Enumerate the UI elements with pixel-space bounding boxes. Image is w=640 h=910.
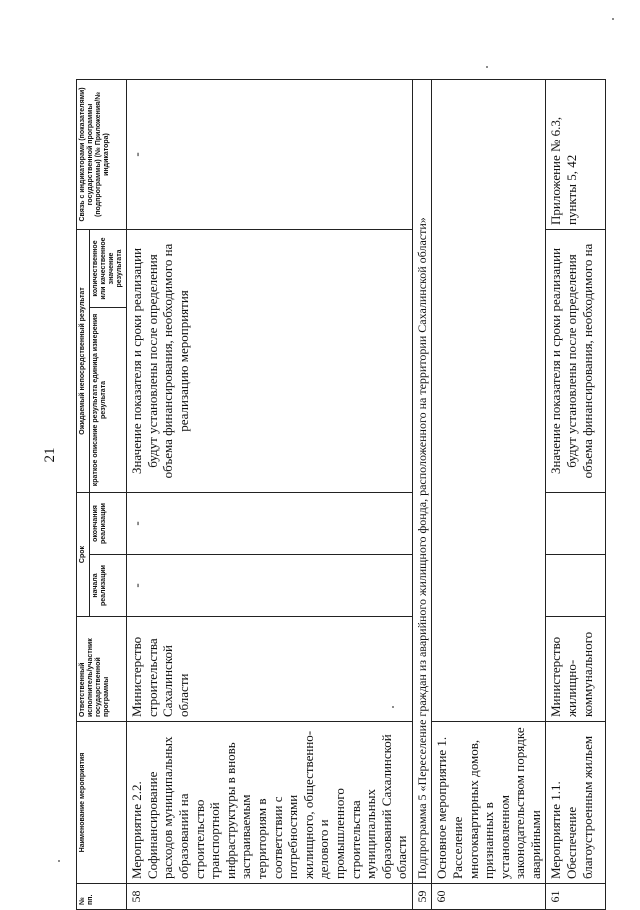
row-start: [546, 555, 606, 617]
table-row: [546, 80, 606, 910]
scan-speck: [392, 706, 394, 708]
row-num: 60: [432, 884, 546, 910]
row-end: -: [127, 493, 413, 555]
header-expected: Ожидаемый непосредственный результат: [77, 230, 90, 493]
header-term-end: окончания реализации: [90, 493, 127, 555]
row-name: Основное мероприятие 1. Расселение многоквартирных домов, признанных в установленном законодательством порядке аварийными: [432, 722, 546, 884]
subprogram-title: Подпрограмма 5 «Переселение граждан из аварийного жилищного фонда, расположенного на территории Сахалинской области»: [412, 80, 431, 884]
row-name: Мероприятие 1.1. Обеспечение благоустроенным жильем: [546, 722, 606, 884]
scan-speck: [612, 18, 614, 20]
row-name: Мероприятие 2.2. Софинансирование расходов муниципальных образований на строительство транспортной инфраструктуры в вновь застраиваемым территориям в соответствии с потребностями жилищного, общественно-делового и промышленного строительства муниципальных образований Сахалинской области: [127, 722, 413, 884]
row-num: 59: [412, 884, 431, 910]
header-expected-value: количественное или качественное значение результата: [90, 230, 127, 308]
row-link: -: [127, 80, 413, 230]
row-responsible: Министерство строительства Сахалинской области: [127, 617, 413, 722]
row-empty: [432, 80, 546, 722]
header-num: № пп.: [77, 884, 127, 910]
table-row: [127, 80, 413, 910]
table-row: [432, 80, 546, 910]
header-term-start: начала реализации: [90, 555, 127, 617]
scan-speck: [58, 860, 60, 862]
row-result: Значение показателя и сроки реализации будут установлены после определения объема финансирования, необходимого на реализацию мероприятия: [127, 230, 413, 493]
row-end: [546, 493, 606, 555]
row-result: Значение показателя и сроки реализации будут установлены после определения объема финансирования, необходимого на: [546, 230, 606, 493]
page-number: 21: [42, 447, 58, 463]
table-header-row: [77, 80, 90, 910]
row-responsible: Министерство жилищно-коммунального: [546, 617, 606, 722]
scan-speck: [486, 66, 488, 68]
header-expected-desc: краткое описание результата единица измерения результата: [90, 308, 127, 493]
table-row: [412, 80, 431, 910]
activities-table: [76, 80, 595, 910]
header-term: Срок: [77, 493, 90, 617]
row-link: Приложение № 6.3, пункты 5, 42: [546, 80, 606, 230]
header-responsible: Ответственный исполнитель/участник государственной программы: [77, 617, 127, 722]
header-link: Связь с индикаторами (показателями) государственной программы (подпрограммы) (№ Приложения/№ индикатора): [77, 80, 127, 230]
row-start: -: [127, 555, 413, 617]
row-num: 58: [127, 884, 413, 910]
header-name: Наименование мероприятия: [77, 722, 127, 884]
row-num: 61: [546, 884, 606, 910]
